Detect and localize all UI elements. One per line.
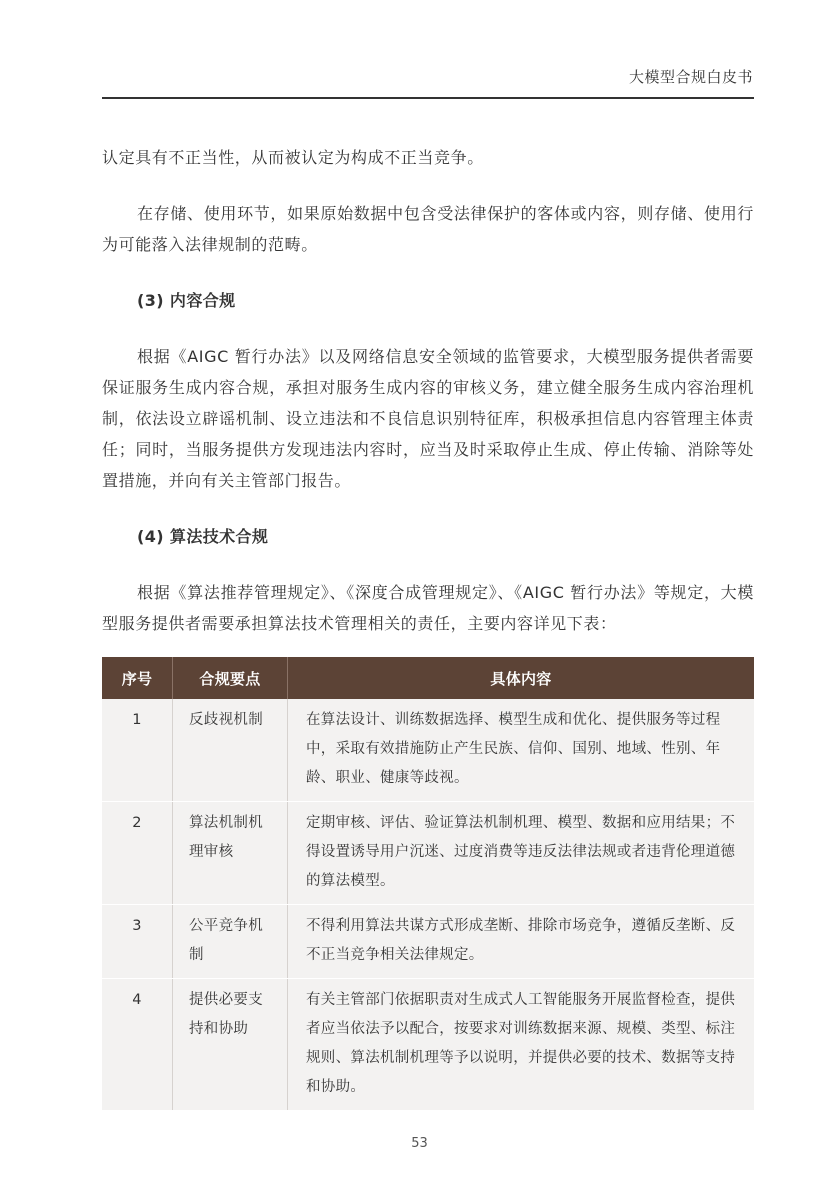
row-detail: 有关主管部门依据职责对生成式人工智能服务开展监督检查，提供者应当依法予以配合，按要求对训练数据来源、规模、类型、标注规则、算法机制机理等予以说明，并提供必要的技术、数据等支持和协助。 [288, 979, 755, 1111]
section-heading-content-compliance: (3) 内容合规 [137, 291, 236, 310]
row-detail: 定期审核、评估、验证算法机制机理、模型、数据和应用结果；不得设置诱导用户沉迷、过度消费等违反法律法规或者违背伦理道德的算法模型。 [288, 802, 755, 905]
table-row [102, 802, 754, 905]
running-header-title: 大模型合规白皮书 [628, 68, 753, 86]
row-detail: 不得利用算法共谋方式形成垄断、排除市场竞争，遵循反垄断、反不正当竞争相关法律规定。 [288, 905, 755, 979]
column-header-point: 合规要点 [173, 657, 288, 699]
compliance-table [102, 657, 754, 1111]
row-number: 3 [102, 905, 173, 979]
paragraph-4: 根据《算法推荐管理规定》、《深度合成管理规定》、《AIGC 暂行办法》等规定，大模型服务提供者需要承担算法技术管理相关的责任，主要内容详见下表： [102, 583, 754, 633]
table-row [102, 905, 754, 979]
row-compliance-point: 提供必要支持和协助 [173, 979, 288, 1111]
table-header-row [102, 657, 754, 699]
column-header-number: 序号 [102, 657, 173, 699]
row-compliance-point: 反歧视机制 [173, 699, 288, 802]
row-compliance-point: 算法机制机理审核 [173, 802, 288, 905]
page-number: 53 [411, 1136, 428, 1151]
table-row [102, 699, 754, 802]
page-content [102, 142, 754, 1111]
row-number: 1 [102, 699, 173, 802]
table-row [102, 979, 754, 1111]
paragraph-3: 根据《AIGC 暂行办法》以及网络信息安全领域的监管要求，大模型服务提供者需要保证服务生成内容合规，承担对服务生成内容的审核义务，建立健全服务生成内容治理机制，依法设立辟谣机制、设立违法和不良信息识别特征库，积极承担信息内容管理主体责任；同时，当服务提供方发现违法内容时，应当及时采取停止生成、停止传输、消除等处置措施，并向有关主管部门报告。 [102, 347, 754, 490]
row-compliance-point: 公平竞争机制 [173, 905, 288, 979]
row-number: 4 [102, 979, 173, 1111]
section-heading-algorithm-compliance: (4) 算法技术合规 [137, 527, 269, 546]
row-number: 2 [102, 802, 173, 905]
column-header-detail: 具体内容 [288, 657, 755, 699]
header-divider [102, 97, 754, 99]
row-detail: 在算法设计、训练数据选择、模型生成和优化、提供服务等过程中，采取有效措施防止产生民族、信仰、国别、地域、性别、年龄、职业、健康等歧视。 [288, 699, 755, 802]
paragraph-1: 认定具有不正当性，从而被认定为构成不正当竞争。 [102, 148, 484, 167]
paragraph-2: 在存储、使用环节，如果原始数据中包含受法律保护的客体或内容，则存储、使用行为可能落入法律规制的范畴。 [102, 204, 754, 254]
